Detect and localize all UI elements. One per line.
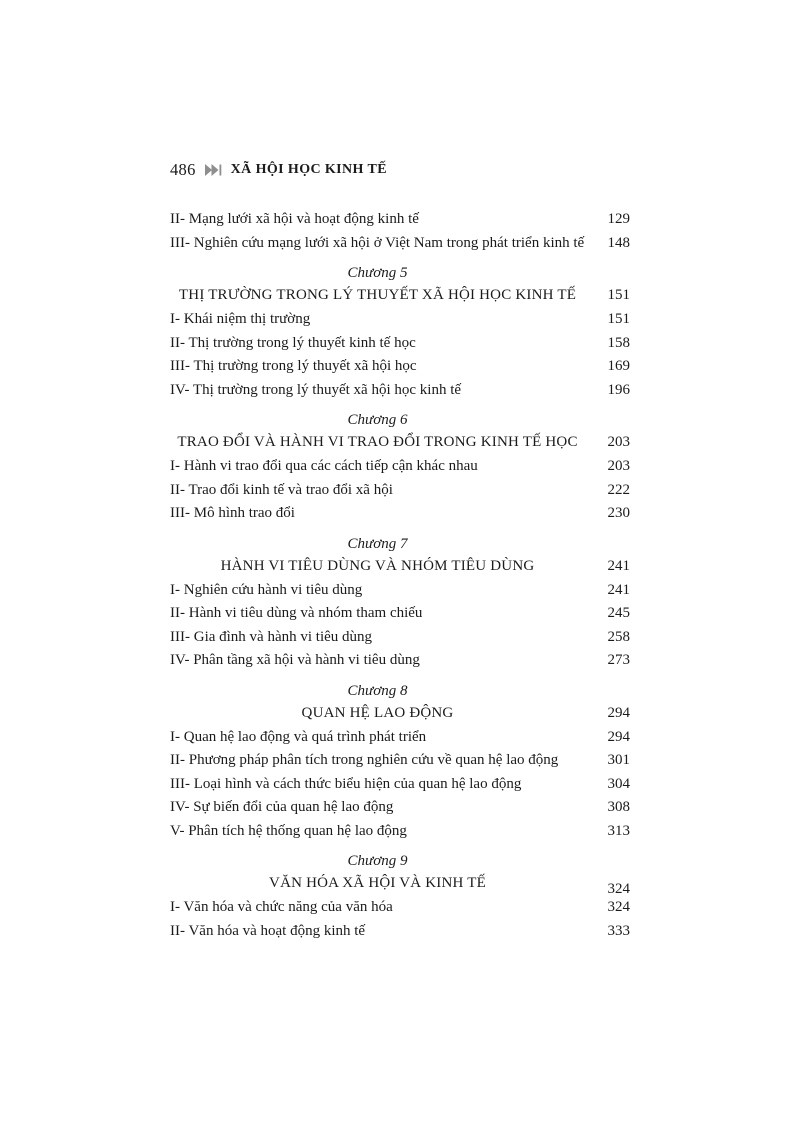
toc-entry bbox=[170, 232, 630, 256]
toc-entry-label: IV- Sự biến đổi của quan hệ lao động bbox=[170, 799, 394, 815]
toc-entry-label: III- Mô hình trao đổi bbox=[170, 505, 295, 521]
toc-entry bbox=[170, 773, 630, 797]
chapter-title-row bbox=[170, 282, 630, 308]
toc-entry bbox=[170, 896, 630, 920]
toc-entry bbox=[170, 626, 630, 650]
chapter-title: TRAO ĐỔI VÀ HÀNH VI TRAO ĐỔI TRONG KINH TẾ HỌC bbox=[177, 434, 578, 450]
page-header bbox=[170, 160, 387, 180]
toc-entry-label: III- Gia đình và hành vi tiêu dùng bbox=[170, 628, 373, 645]
toc-entry-page: 230 bbox=[607, 505, 630, 521]
toc-entry-page: 333 bbox=[607, 922, 630, 939]
toc-entry-page: 148 bbox=[607, 234, 630, 251]
chapter-page-number: 324 bbox=[607, 881, 630, 897]
toc-entry bbox=[170, 208, 630, 232]
toc-entry-page: 245 bbox=[607, 605, 630, 621]
toc-entry-label: II- Hành vi tiêu dùng và nhóm tham chiếu bbox=[170, 605, 423, 621]
chapter-label: Chương 7 bbox=[347, 535, 408, 552]
chapter-title-row bbox=[170, 429, 630, 455]
toc-entry-page: 196 bbox=[607, 381, 630, 398]
toc-entry bbox=[170, 920, 630, 944]
toc-entry bbox=[170, 455, 630, 479]
toc-entry-label: V- Phân tích hệ thống quan hệ lao động bbox=[170, 822, 407, 839]
chapter-page-number: 203 bbox=[607, 434, 630, 450]
chapter-title-row bbox=[170, 700, 630, 726]
toc-entry-page: 129 bbox=[607, 211, 630, 227]
toc-entry-page: 324 bbox=[607, 899, 630, 915]
chapter-title-row bbox=[170, 553, 630, 579]
toc-entry-label: IV- Phân tầng xã hội và hành vi tiêu dùng bbox=[170, 652, 420, 668]
toc-entry-label: I- Văn hóa và chức năng của văn hóa bbox=[170, 899, 393, 915]
chapter-page-number: 294 bbox=[607, 704, 630, 721]
toc-entry bbox=[170, 379, 630, 403]
chapter-section bbox=[170, 682, 630, 844]
chapter-label: Chương 9 bbox=[347, 853, 408, 869]
chapter-section bbox=[170, 852, 630, 943]
book-title: XÃ HỘI HỌC KINH TẾ bbox=[230, 162, 387, 177]
toc-entry-label: II- Thị trường trong lý thuyết kinh tế học bbox=[170, 334, 416, 351]
fast-forward-icon bbox=[205, 164, 222, 176]
toc-entry-page: 203 bbox=[607, 458, 630, 474]
toc-entry-page: 304 bbox=[607, 775, 630, 792]
toc-entry-label: I- Quan hệ lao động và quá trình phát triển bbox=[170, 728, 427, 745]
chapter-label: Chương 5 bbox=[347, 265, 408, 281]
page-number: 486 bbox=[170, 160, 196, 179]
toc-entry-page: 241 bbox=[607, 581, 630, 598]
toc-entry-page: 294 bbox=[607, 728, 630, 745]
chapter-page-number: 151 bbox=[607, 287, 630, 303]
toc-entry-label: I- Hành vi trao đổi qua các cách tiếp cận khác nhau bbox=[170, 458, 478, 474]
toc-section bbox=[170, 208, 630, 255]
chapter-section bbox=[170, 411, 630, 526]
toc-entry-label: II- Trao đổi kinh tế và trao đổi xã hội bbox=[170, 481, 393, 498]
toc-entry bbox=[170, 796, 630, 820]
toc-entry-label: I- Nghiên cứu hành vi tiêu dùng bbox=[170, 581, 363, 598]
toc-entry-page: 308 bbox=[607, 799, 630, 815]
chapter-title: THỊ TRƯỜNG TRONG LÝ THUYẾT XÃ HỘI HỌC KINH TẾ bbox=[178, 287, 577, 303]
toc-entry-label: III- Loại hình và cách thức biểu hiện của quan hệ lao động bbox=[170, 775, 522, 792]
toc-entry-label: III- Thị trường trong lý thuyết xã hội học bbox=[170, 358, 417, 374]
chapter-title: VĂN HÓA XÃ HỘI VÀ KINH TẾ bbox=[269, 875, 486, 891]
chapter-title-row bbox=[170, 870, 630, 896]
chapter-title: QUAN HỆ LAO ĐỘNG bbox=[301, 704, 454, 721]
table-of-contents bbox=[170, 208, 630, 943]
toc-entry-page: 301 bbox=[607, 752, 630, 768]
chapter-section bbox=[170, 264, 630, 402]
toc-entry-label: II- Văn hóa và hoạt động kinh tế bbox=[170, 922, 366, 939]
toc-entry-page: 158 bbox=[607, 334, 630, 351]
toc-entry bbox=[170, 726, 630, 750]
toc-entry bbox=[170, 820, 630, 844]
toc-entry bbox=[170, 308, 630, 332]
toc-entry-label: III- Nghiên cứu mạng lưới xã hội ở Việt Nam trong phát triển kinh tế bbox=[170, 234, 585, 251]
toc-entry bbox=[170, 579, 630, 603]
toc-entry bbox=[170, 355, 630, 379]
chapter-label: Chương 6 bbox=[347, 412, 408, 428]
chapter-title: HÀNH VI TIÊU DÙNG VÀ NHÓM TIÊU DÙNG bbox=[220, 557, 535, 574]
toc-entry-page: 222 bbox=[607, 481, 630, 498]
toc-entry bbox=[170, 479, 630, 503]
toc-entry-label: IV- Thị trường trong lý thuyết xã hội học kinh tế bbox=[170, 381, 462, 398]
toc-entry-label: II- Phương pháp phân tích trong nghiên cứu về quan hệ lao động bbox=[170, 752, 559, 768]
chapter-label: Chương 8 bbox=[347, 682, 408, 699]
toc-entry bbox=[170, 332, 630, 356]
toc-entry bbox=[170, 749, 630, 773]
toc-entry-page: 151 bbox=[607, 311, 630, 327]
toc-entry bbox=[170, 649, 630, 673]
toc-entry-page: 169 bbox=[607, 358, 630, 374]
toc-entry-page: 258 bbox=[607, 628, 630, 645]
toc-entry-page: 273 bbox=[607, 652, 630, 668]
toc-entry-page: 313 bbox=[607, 822, 630, 839]
toc-entry-label: II- Mạng lưới xã hội và hoạt động kinh tế bbox=[170, 211, 419, 227]
chapter-section bbox=[170, 535, 630, 673]
toc-entry bbox=[170, 502, 630, 526]
toc-entry-label: I- Khái niệm thị trường bbox=[170, 311, 311, 327]
toc-entry bbox=[170, 602, 630, 626]
chapter-page-number: 241 bbox=[607, 557, 630, 574]
